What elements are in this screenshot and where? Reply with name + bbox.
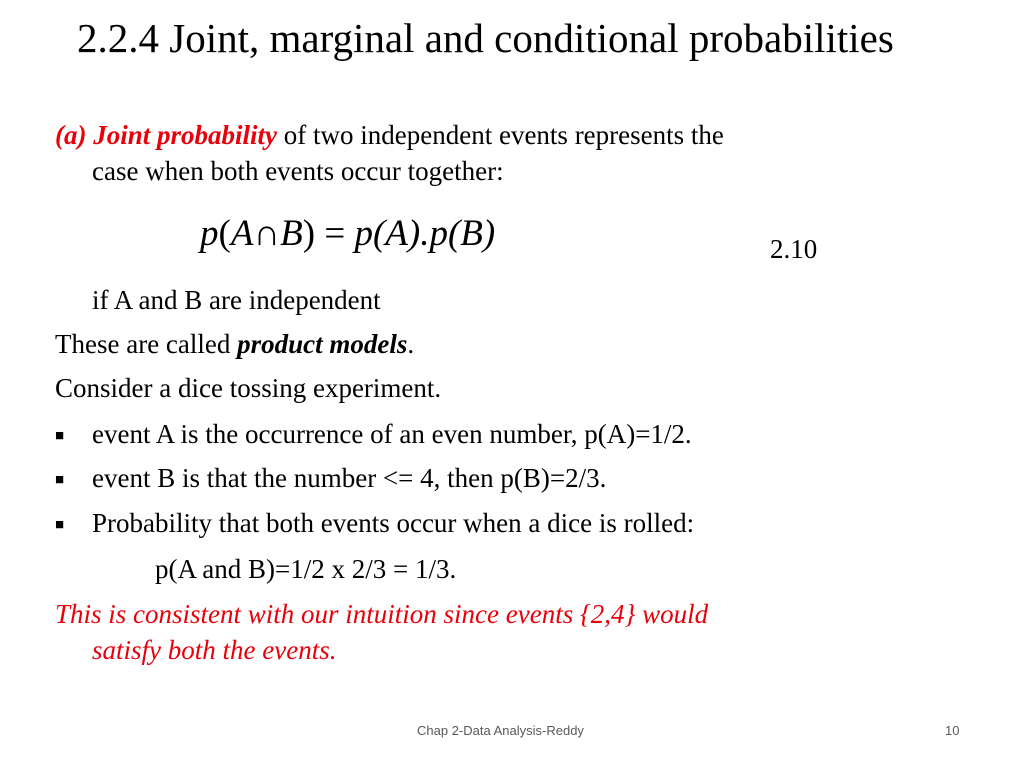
conclusion-line-2: satisfy both the events. xyxy=(92,635,337,665)
joint-probability-term: Joint probability xyxy=(93,120,278,150)
eq-rhs: p(A).p(B) xyxy=(354,213,496,254)
bullet-item-1: event A is the occurrence of an even number, p(A)=1/2. xyxy=(92,419,692,449)
product-models-line xyxy=(55,326,414,362)
bullet-square-icon: ■ xyxy=(55,428,65,444)
eq-close-paren: ) xyxy=(302,213,316,254)
bullet-item-3: Probability that both events occur when a dice is rolled: xyxy=(92,508,695,538)
eq-a: A xyxy=(230,213,254,254)
slide-title: 2.2.4 Joint, marginal and conditional probabilities xyxy=(77,15,894,61)
dice-intro: Consider a dice tossing experiment. xyxy=(55,373,442,403)
bullet-square-icon: ■ xyxy=(55,517,65,533)
product-line-suffix: . xyxy=(407,329,415,359)
eq-equals: = xyxy=(324,213,346,254)
eq-p: p xyxy=(200,213,219,254)
bullet-item-2: event B is that the number <= 4, then p(B)=2/3. xyxy=(92,463,607,493)
intersection-symbol: ∩ xyxy=(253,213,281,254)
equation-number: 2.10 xyxy=(770,234,818,264)
eq-b: B xyxy=(280,213,303,254)
eq-open-paren: ( xyxy=(218,213,231,254)
intro-line-2: case when both events occur together: xyxy=(92,156,504,186)
conclusion-line-1: This is consistent with our intuition since events {2,4} would xyxy=(55,599,709,629)
page-number: 10 xyxy=(945,723,960,738)
result-line: p(A and B)=1/2 x 2/3 = 1/3. xyxy=(155,554,457,584)
joint-probability-equation xyxy=(200,212,495,255)
intro-text: of two independent events represents the xyxy=(283,120,724,150)
product-models-term: product models xyxy=(237,329,408,359)
independence-condition: if A and B are independent xyxy=(92,285,381,315)
bullet-square-icon: ■ xyxy=(55,472,65,488)
product-line-prefix: These are called xyxy=(55,329,231,359)
intro-line-1 xyxy=(55,117,724,153)
intro-prefix: (a) xyxy=(55,120,87,150)
footer-text: Chap 2-Data Analysis-Reddy xyxy=(417,723,584,738)
